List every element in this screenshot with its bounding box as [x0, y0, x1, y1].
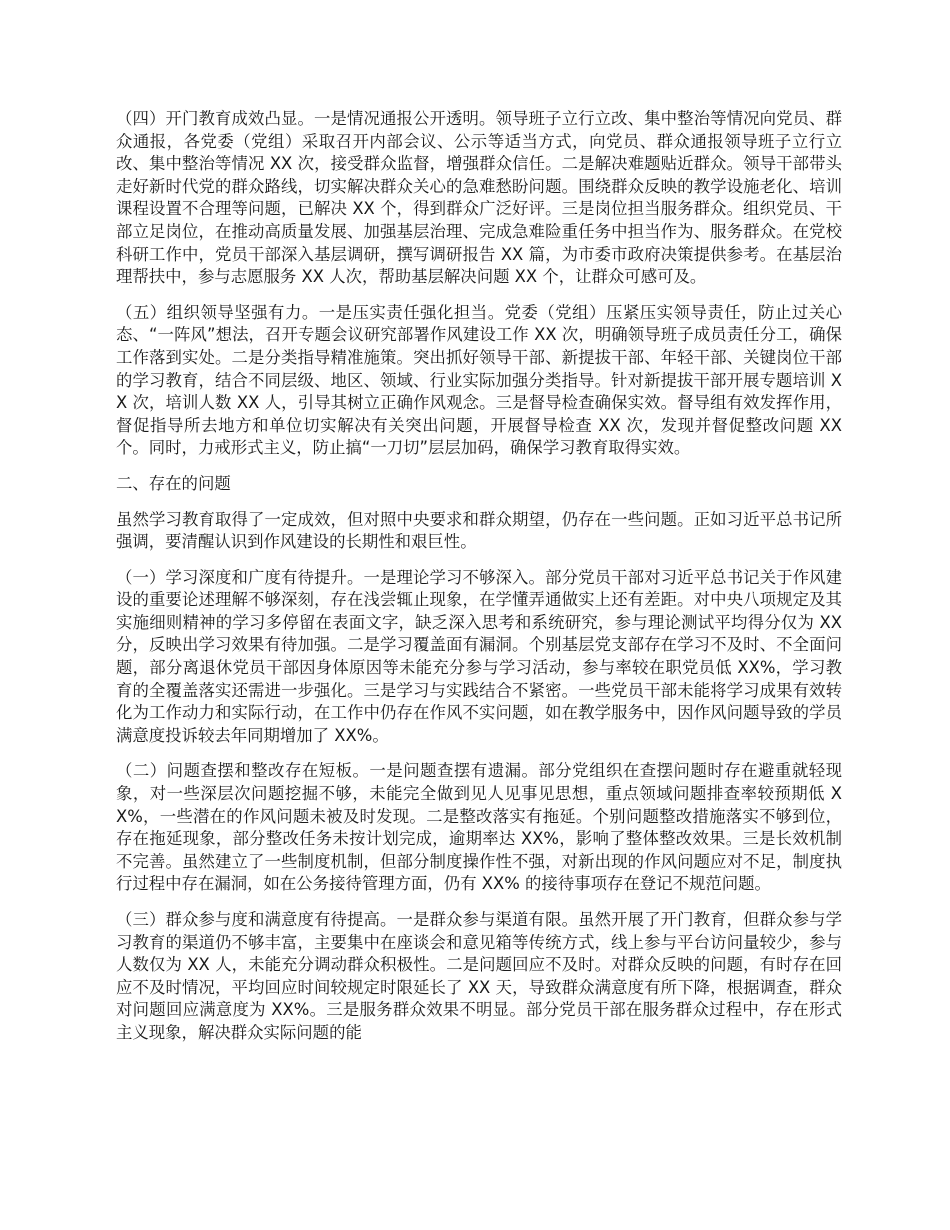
paragraph-problems-intro: 虽然学习教育取得了一定成效，但对照中央要求和群众期望，仍存在一些问题。正如习近平总书记所强调，要清醒认识到作风建设的长期性和艰巨性。 [116, 509, 842, 552]
paragraph-problem-2-rectification: （二）问题查摆和整改存在短板。一是问题查摆有遗漏。部分党组织在查摆问题时存在避重就轻现象，对一些深层次问题挖掘不够，未能完全做到见人见事见思想，重点领域问题排查率较预期低 XX%，一些潜在的作风问题未被及时发现。二是整改落实有拖延。个别问题整改措施落实不够到位，存在拖延现象，部分整改任务未按计划完成，逾期率达 XX%，影响了整体整改效果。三是长效机制不完善。虽然建立了一些制度机制，但部分制度操作性不强，对新出现的作风问题应对不足，制度执行过程中存在漏洞，如在公务接待管理方面，仍有 XX% 的接待事项存在登记不规范问题。 [116, 761, 842, 894]
paragraph-section-5-organization-leadership: （五）组织领导坚强有力。一是压实责任强化担当。党委（党组）压紧压实领导责任，防止过关心态、“一阵风”想法，召开专题会议研究部署作风建设工作 XX 次，明确领导班子成员责任分工，确保工作落到实处。二是分类指导精准施策。突出抓好领导干部、新提拔干部、年轻干部、关键岗位干部的学习教育，结合不同层级、地区、领域、行业实际加强分类指导。针对新提拔干部开展专题培训 XX 次，培训人数 XX 人，引导其树立正确作风观念。三是督导检查确保实效。督导组有效发挥作用，督促指导所去地方和单位切实解决有关突出问题，开展督导检查 XX 次，发现并督促整改问题 XX 个。同时，力戒形式主义，防止搞“一刀切”层层加码，确保学习教育取得实效。 [116, 302, 842, 458]
paragraph-problem-1-learning-depth: （一）学习深度和广度有待提升。一是理论学习不够深入。部分党员干部对习近平总书记关于作风建设的重要论述理解不够深刻，存在浅尝辄止现象，在学懂弄通做实上还有差距。对中央八项规定及其实施细则精神的学习多停留在表面文字，缺乏深入思考和系统研究，参与理论测试平均得分仅为 XX 分，反映出学习效果有待加强。二是学习覆盖面有漏洞。个别基层党支部存在学习不及时、不全面问题，部分离退休党员干部因身体原因等未能充分参与学习活动，参与率较在职党员低 XX%，学习教育的全覆盖落实还需进一步强化。三是学习与实践结合不紧密。一些党员干部未能将学习成果有效转化为工作动力和实际行动，在工作中仍存在作风不实问题，如在教学服务中，因作风问题导致的学员满意度投诉较去年同期增加了 XX%。 [116, 567, 842, 745]
document-page [116, 108, 842, 1058]
section-heading-existing-problems: 二、存在的问题 [116, 473, 231, 493]
paragraph-section-4-open-education: （四）开门教育成效凸显。一是情况通报公开透明。领导班子立行立改、集中整治等情况向党员、群众通报，各党委（党组）采取召开内部会议、公示等适当方式，向党员、群众通报领导班子立行立改、集中整治等情况 XX 次，接受群众监督，增强群众信任。二是解决难题贴近群众。领导干部带头走好新时代党的群众路线，切实解决群众关心的急难愁盼问题。围绕群众反映的教学设施老化、培训课程设置不合理等问题，已解决 XX 个，得到群众广泛好评。三是岗位担当服务群众。组织党员、干部立足岗位，在推动高质量发展、加强基层治理、完成急难险重任务中担当作为、服务群众。在党校科研工作中，党员干部深入基层调研，撰写调研报告 XX 篇，为市委市政府决策提供参考。在基层治理帮扶中，参与志愿服务 XX 人次，帮助基层解决问题 XX 个，让群众可感可及。 [116, 109, 842, 287]
paragraph-problem-3-public-participation: （三）群众参与度和满意度有待提高。一是群众参与渠道有限。虽然开展了开门教育，但群众参与学习教育的渠道仍不够丰富，主要集中在座谈会和意见箱等传统方式，线上参与平台访问量较少，参与人数仅为 XX 人，未能充分调动群众积极性。二是问题回应不及时。对群众反映的问题，有时存在回应不及时情况，平均回应时间较规定时限延长了 XX 天，导致群众满意度有所下降，根据调查，群众对问题回应满意度为 XX%。三是服务群众效果不明显。部分党员干部在服务群众过程中，存在形式主义现象，解决群众实际问题的能 [116, 910, 842, 1042]
